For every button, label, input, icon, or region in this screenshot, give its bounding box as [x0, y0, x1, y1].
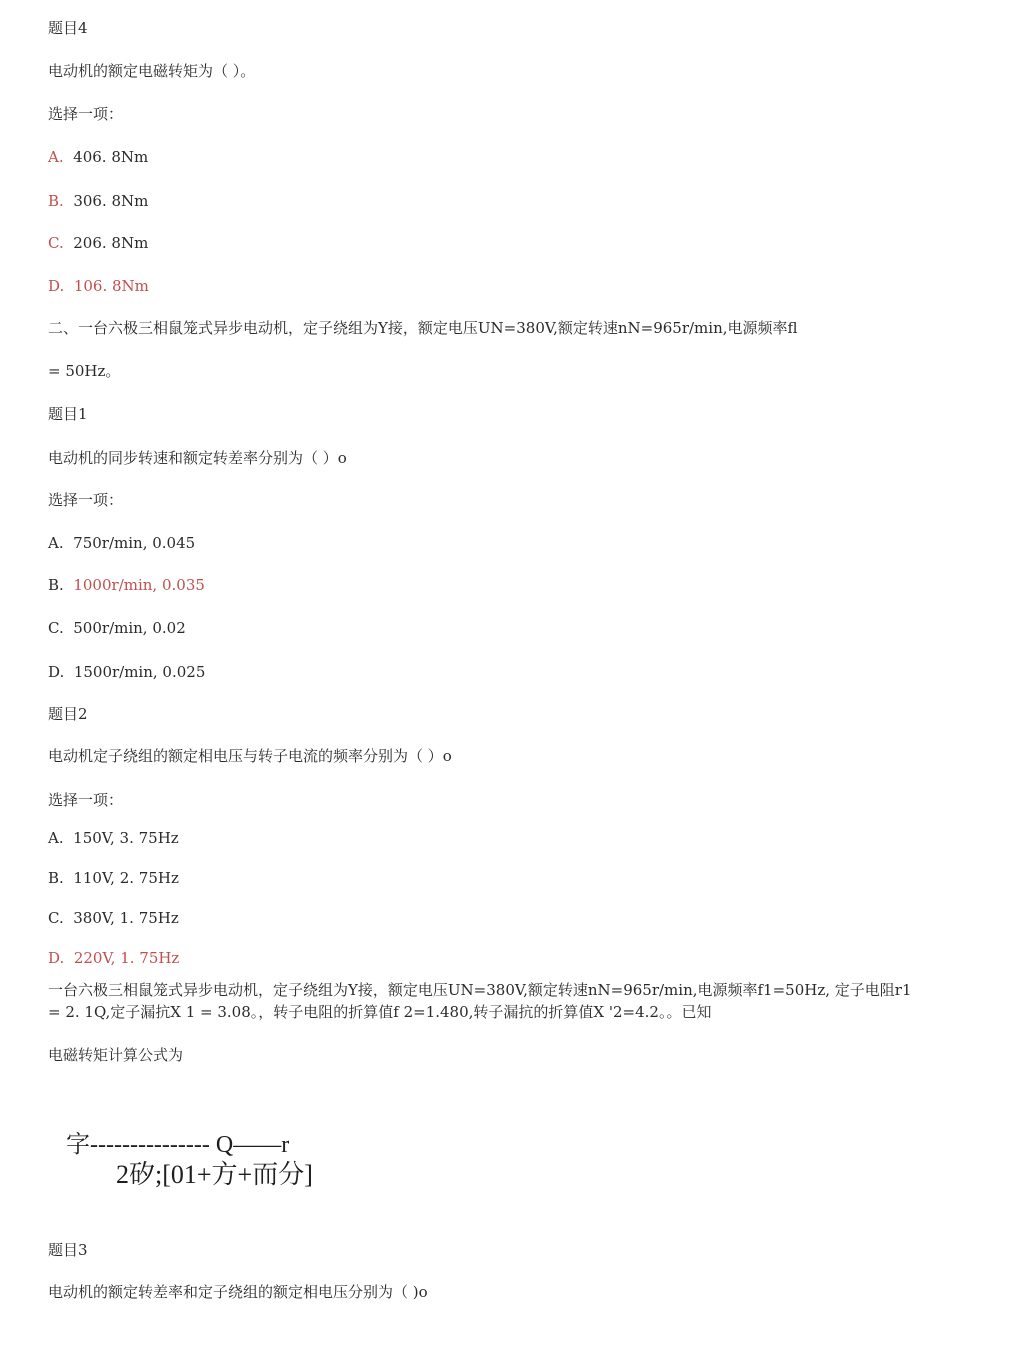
- question-1-title: 题目1: [48, 405, 88, 423]
- q2-option-d[interactable]: [48, 948, 179, 968]
- question-1-text: 电动机的同步转速和额定转差率分别为（ ）o: [48, 449, 347, 467]
- option-text: 750r/min, 0.045: [73, 534, 196, 552]
- question-4-text: 电动机的额定电磁转矩为（ ）。: [48, 62, 256, 80]
- option-label: D.: [48, 277, 65, 295]
- option-text: 406. 8Nm: [73, 148, 149, 166]
- section-3-line-1: 一台六极三相鼠笼式异步电动机，定子绕组为Y接，额定电压UN=380V,额定转速nN=965r/min,电源频率f1=50Hz, 定子电阻r1: [48, 981, 912, 999]
- q1-option-d[interactable]: [48, 662, 205, 682]
- option-text: 220V, 1. 75Hz: [73, 949, 180, 967]
- option-text: 150V, 3. 75Hz: [73, 829, 179, 847]
- q4-option-a[interactable]: [48, 147, 148, 167]
- option-label: B.: [48, 576, 64, 594]
- option-label: C.: [48, 909, 64, 927]
- option-label: A.: [48, 829, 64, 847]
- q4-option-b[interactable]: [48, 191, 148, 211]
- option-text: 1000r/min, 0.035: [73, 576, 205, 594]
- question-3-text: 电动机的额定转差率和定子绕组的额定相电压分别为（ )o: [48, 1283, 428, 1301]
- q2-option-a[interactable]: [48, 828, 179, 848]
- option-label: D.: [48, 663, 65, 681]
- option-text: 380V, 1. 75Hz: [73, 909, 179, 927]
- option-label: D.: [48, 949, 65, 967]
- q1-option-c[interactable]: [48, 618, 186, 638]
- option-label: B.: [48, 869, 64, 887]
- question-2-text: 电动机定子绕组的额定相电压与转子电流的频率分别为（ ）o: [48, 747, 452, 765]
- option-label: B.: [48, 192, 64, 210]
- formula-denominator: 2矽;[01+方+而分]: [116, 1160, 313, 1189]
- q1-option-a[interactable]: [48, 533, 195, 553]
- q2-option-b[interactable]: [48, 868, 179, 888]
- question-2-title: 题目2: [48, 705, 88, 723]
- option-text: 206. 8Nm: [73, 234, 149, 252]
- q4-option-c[interactable]: [48, 233, 148, 253]
- q1-option-b[interactable]: [48, 575, 205, 595]
- section-3-line-2: = 2. 1Q,定子漏抗X 1 = 3.08。，转子电阻的折算值f 2=1.480,转子漏抗的折算值X '2=4.2。。已知: [48, 1003, 712, 1021]
- q2-option-c[interactable]: [48, 908, 179, 928]
- question-2-prompt: 选择一项：: [48, 791, 124, 809]
- option-text: 500r/min, 0.02: [73, 619, 186, 637]
- option-text: 106. 8Nm: [73, 277, 149, 295]
- question-3-title: 题目3: [48, 1241, 88, 1259]
- option-text: 306. 8Nm: [73, 192, 149, 210]
- section-2-line-1: 二、一台六极三相鼠笼式异步电动机，定子绕组为Y接，额定电压UN=380V,额定转速nN=965r/min,电源频率fl: [48, 319, 798, 337]
- option-label: A.: [48, 534, 64, 552]
- question-1-prompt: 选择一项：: [48, 491, 124, 509]
- option-label: C.: [48, 234, 64, 252]
- option-text: 1500r/min, 0.025: [73, 663, 206, 681]
- option-text: 110V, 2. 75Hz: [73, 869, 179, 887]
- option-label: C.: [48, 619, 64, 637]
- option-label: A.: [48, 148, 64, 166]
- question-4-prompt: 选择一项：: [48, 105, 124, 123]
- section-2-line-2: = 50Hz。: [48, 362, 121, 380]
- q4-option-d[interactable]: [48, 276, 149, 296]
- formula-numerator: 字--------------- Q——r: [66, 1132, 290, 1158]
- formula-intro: 电磁转矩计算公式为: [48, 1046, 184, 1064]
- question-4-title: 题目4: [48, 19, 88, 37]
